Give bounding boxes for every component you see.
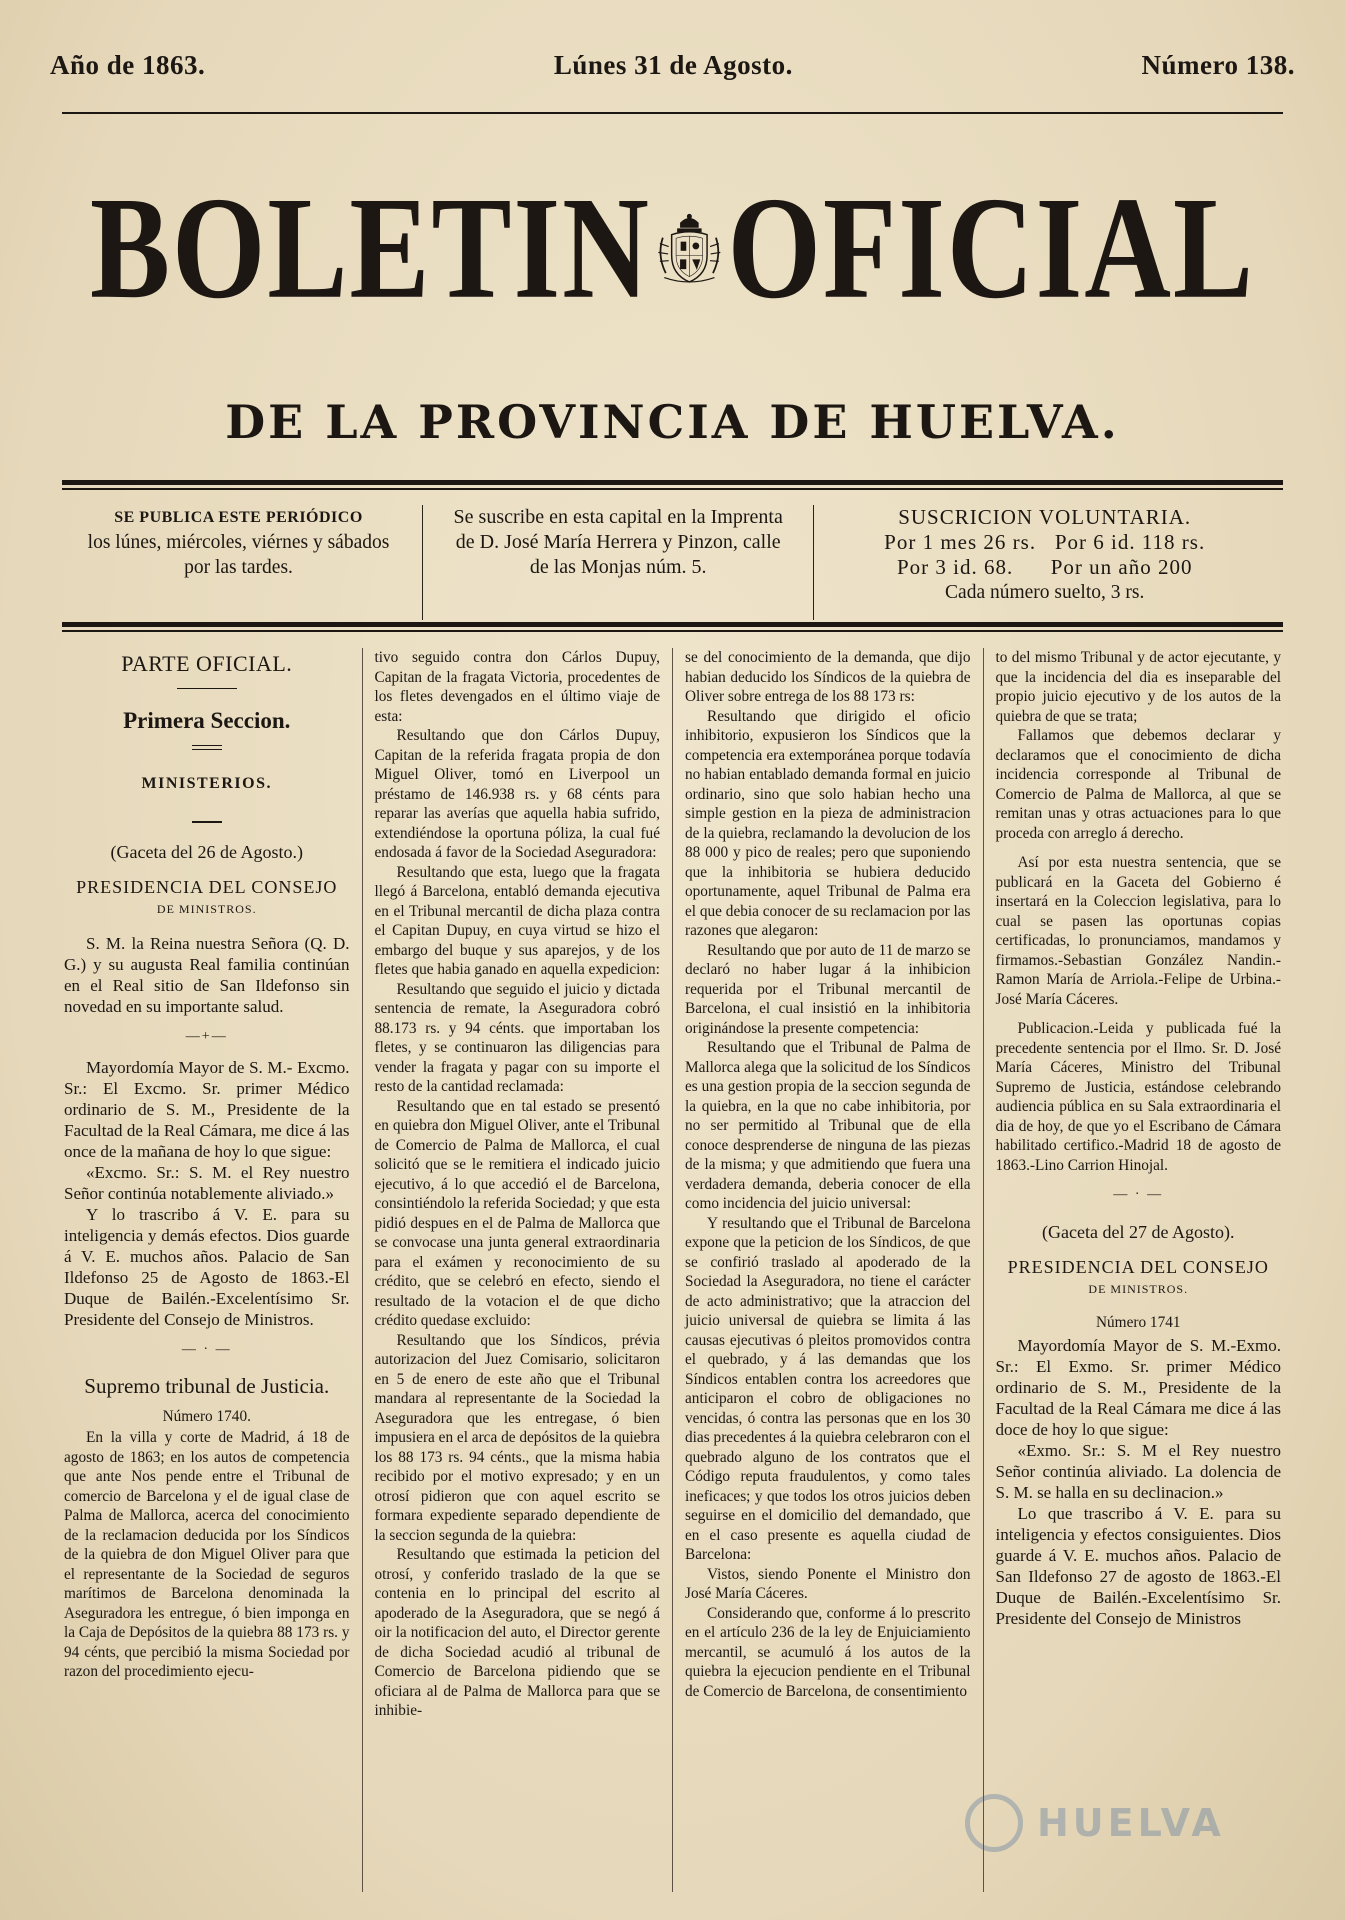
paragraph: Resultando que seguido el juicio y dictada sentencia de remate, la Aseguradora cobró 88.173 rs. y 94 cénts. que importaban los fletes, y se continuaron las diligencias para vender la fragata y pagar con su importe el resto de la cantidad reclamada:: [374, 980, 660, 1095]
section-heading-primera: Primera Seccion.: [123, 708, 291, 733]
gaceta-date: (Gaceta del 27 de Agosto).: [1042, 1221, 1235, 1242]
place-line-2: de D. José María Herrera y Pinzon, calle: [455, 531, 781, 553]
article-columns: [52, 648, 1293, 1892]
paragraph: Y lo trascribo á V. E. para su inteligencia y demás efectos. Dios guarde á V. E. muchos años. Palacio de San Ildefonso 25 de Agosto de 1863.-El Duque de Bailén.-Excelentísimo Sr. Presidente del Consejo de Ministros.: [64, 1204, 350, 1329]
divider: — · —: [181, 1341, 232, 1357]
paragraph: to del mismo Tribunal y de actor ejecutante, y que la incidencia del dia es inseparable del propio juicio ejecutivo y de los autos de la quiebra de que se trata;: [995, 649, 1281, 725]
paragraph: Resultando que dirigido el oficio inhibitorio, expusieron los Síndicos que la competencia era extemporánea porque todavía no habian entablado demanda formal en juicio ordinario, sino que solo habian hecho una simple gestion en la pieza de administracion de la quiebra, reclamando la devolucion de los 88 000 y pico de reales; pero que suponiendo que la inhibitoria se hubiera deducido oportunamente, aquel Tribunal de Palma era el que debia conocer de su reclamacion por las razones que alegaron:: [685, 707, 971, 939]
masthead: [90, 135, 1255, 360]
masthead-word-right: OFICIAL: [727, 165, 1255, 329]
column-4: [983, 648, 1294, 1892]
dateline: [50, 40, 1295, 90]
masthead-subtitle: DE LA PROVINCIA DE HUELVA.: [225, 395, 1120, 449]
paragraph: S. M. la Reina nuestra Señora (Q. D. G.) y su augusta Real familia continúan en el Real sitio de San Ildefonso sin novedad en su importante salud.: [64, 934, 350, 1016]
paragraph: Lo que trascribo á V. E. para su inteligencia y efectos consiguientes. Dios guarde á V. E. muchos años. Palacio de San Ildefonso 27 de agosto de 1863.-El Duque de Bailén.-Excelentísimo Sr. Presidente del Consejo de Ministros: [995, 1503, 1281, 1628]
subscription-place: [422, 505, 814, 620]
section-heading-ministerios: MINISTERIOS.: [141, 774, 272, 792]
column-2: [362, 648, 673, 1892]
top-rule: [62, 112, 1283, 114]
ministros-subheading: DE MINISTROS.: [156, 901, 257, 916]
paragraph: Resultando que los Síndicos, prévia autorizacion del Juez Comisario, solicitaron en 5 de enero de este año que el Tribunal mandara al representante de la Sociedad la Aseguradora que les entregase, ó bien impusiera en el arca de depósitos de la quiebra los 88 173 rs. 94 cénts., que la misma habia recibido por el motivo expresado; y en un otrosí pidieron que con aquel escrito se formara expediente separado dependiente de la seccion segunda de la quiebra:: [374, 1331, 660, 1544]
paragraph: Resultando que esta, luego que la fragata llegó á Barcelona, entabló demanda ejecutiva en el Tribunal mercantil de dicha plaza contra el Capitan Dupuy, en cuya virtud se hizo el embargo del buque y sus aparejos, y de los fletes que habia ganado en aquella expedicion:: [374, 863, 660, 978]
masthead-rule-top: [62, 480, 1283, 485]
presidencia-heading: PRESIDENCIA DEL CONSEJO: [1007, 1257, 1269, 1277]
numero-label: Número 1740.: [162, 1407, 251, 1425]
paragraph: tivo seguido contra don Cárlos Dupuy, Capitan de la fragata Victoria, procedentes de los fletes devengados en el último viaje de esta:: [374, 649, 660, 725]
prices-single-issue: Cada número suelto, 3 rs.: [945, 582, 1145, 603]
coat-of-arms-icon: [651, 123, 728, 373]
paragraph: Mayordomía Mayor de S. M.-Exmo. Sr.: El Exmo. Sr. primer Médico ordinario de S. M., Presidente de la Facultad de la Real Cámara me dice á las doce de hoy lo que sigue:: [995, 1335, 1281, 1439]
column-3: [672, 648, 983, 1892]
column-1: [52, 648, 362, 1892]
archive-watermark: [965, 1784, 1265, 1862]
issue-number: Número 138.: [1141, 49, 1295, 80]
paragraph: Resultando que el Tribunal de Palma de Mallorca alega que la solicitud de los Síndicos es una gestion propia de la seccion segunda de la quiebra, en la que no cabe inhibitoria, por no ser permitido al Tribunal que de ella conoce desprenderse de ninguna de las piezas de la misma; y que admitiendo que fuera una verdadera demanda, deberia conocer de ella como incidencia del juicio universal:: [685, 1039, 971, 1212]
subscription-info: [55, 505, 1275, 620]
presidencia-heading: PRESIDENCIA DEL CONSEJO: [76, 877, 338, 897]
paragraph: Así por esta nuestra sentencia, que se publicará en la Gaceta del Gobierno é insertará en la Coleccion legislativa, para lo cual se pasen las oportunas copias certificadas, lo pronunciamos, mandamos y firmamos.-Sebastian González Nandin.-Ramon María de Arriola.-Felipe de Urbina.-José María Cáceres.: [995, 854, 1281, 1008]
publication-line-3: por las tardes.: [184, 557, 293, 578]
divider: [192, 821, 222, 823]
issue-year: Año de 1863.: [50, 49, 206, 80]
divider: [192, 745, 222, 750]
subscription-prices: [814, 505, 1275, 620]
divider: —+—: [185, 1029, 228, 1044]
paragraph: se del conocimiento de la demanda, que dijo habian deducido los Síndicos de la quiebra de Oliver sobre entrega de los 88 173 rs:: [685, 649, 971, 705]
paragraph: En la villa y corte de Madrid, á 18 de agosto de 1863; en los autos de competencia que ante Nos pende entre el Tribunal de comercio de Barcelona y el de igual clase de Palma de Mallorca, acerca del conocimiento de la reclamacion deducida por los Síndicos de la quiebra de don Miguel Oliver para que el representante de la Sociedad de seguros marítimos de Barcelona denominada la Aseguradora les entregue, ó bien imponga en la Caja de Depósitos de la quiebra 88 173 rs. y 94 cénts, que percibió la misma Sociedad por razon del procedimiento ejecu-: [64, 1429, 350, 1680]
paragraph: Resultando que por auto de 11 de marzo se declaró no haber lugar á la inhibicion requerida por el Tribunal mercantil de Barcelona, el cual insistió en la inhibitoria originándose la presente competencia:: [685, 941, 971, 1037]
place-line-1: Se suscribe en esta capital en la Imprenta: [453, 506, 783, 528]
publication-schedule: [55, 505, 422, 620]
ministros-subheading: DE MINISTROS.: [1088, 1281, 1189, 1296]
masthead-rule-top-thin: [62, 488, 1283, 490]
archive-watermark-text: HUELVA: [1037, 1801, 1225, 1845]
supremo-heading: Supremo tribunal de Justicia.: [84, 1374, 330, 1398]
place-line-3: de las Monjas núm. 5.: [529, 556, 707, 578]
paragraph: Fallamos que debemos declarar y declaramos que el conocimiento de dicha incidencia corresponde al Tribunal de Comercio de Palma de Mallorca, al que se remitan unas y otras actuaciones para lo que proceda con arreglo á derecho.: [995, 727, 1281, 842]
paragraph: Considerando que, conforme á lo prescrito en el artículo 236 de la ley de Enjuiciamiento mercantil, se acumuló á los autos de la quiebra la ejecucion pendiente en el Tribunal de Comercio de Barcelona, de consentimiento: [685, 1604, 971, 1700]
paragraph: Resultando que don Cárlos Dupuy, Capitan de la referida fragata propia de don Miguel Oliver, tomó en Liverpool un préstamo de 146.938 rs. y 68 cénts para reparar las averías que aquella habia sufrido, extendiéndose la oportuna póliza, la cual fué endosada á favor de la Sociedad Aseguradora:: [374, 727, 660, 861]
paragraph: Resultando que en tal estado se presentó en quiebra don Miguel Oliver, ante el Tribunal de Comercio de Palma de Mallorca, el cual solicitó que se le remitiera el indicado juicio ejecutivo, á lo que accedió el de Barcelona, consintiéndolo la referida Sociedad; y que esta pidió despues en el de Palma de Mallorca que se convocase una junta general extraordinaria para el exámen y reconocimiento de su crédito, que se celebró en efecto, siendo el resultado de la votacion el de que dicho crédito quedase excluido:: [374, 1097, 660, 1329]
paragraph: «Excmo. Sr.: S. M. el Rey nuestro Señor continúa notablemente aliviado.»: [64, 1162, 350, 1203]
archive-logo-icon: [965, 1794, 1023, 1852]
paragraph: Y resultando que el Tribunal de Barcelona expone que la peticion de los Síndicos, de que se confirió traslado al apoderado de la Sociedad la Aseguradora, no tiene el carácter de acto administrativo; que la atraccion del juicio universal de quiebra se limita á las causas ejecutivas ó pleitos promovidos contra el quebrado, y á las demandas que los Síndicos entablen contra los acreedores que anticiparon el cobro de obligaciones no vencidas, ó contra las personas que en los 30 dias precedentes á la quiebra celebraron con el quebrado alguno de los contratos que el Código reputa fraudulentos, y como tales ineficaces; y que todos los otros juicios deben seguirse en el domicilio del demandado, que en el caso presente es aquella ciudad de Barcelona:: [685, 1214, 971, 1563]
numero-label: Número 1741: [1095, 1314, 1181, 1331]
publication-line-1: SE PUBLICA ESTE PERIÓDICO: [114, 509, 363, 526]
divider: [177, 688, 237, 690]
paragraph: «Exmo. Sr.: S. M el Rey nuestro Señor continúa aliviado. La dolencia de S. M. se halla en su declinacion.»: [995, 1440, 1281, 1502]
issue-date: Lúnes 31 de Agosto.: [553, 49, 793, 80]
prices-line-2: Por 3 id. 68. Por un año 200: [896, 555, 1193, 579]
prices-line-1: Por 1 mes 26 rs. Por 6 id. 118 rs.: [884, 530, 1206, 554]
paragraph: Publicacion.-Leida y publicada fué la precedente sentencia por el Ilmo. Sr. D. José María Cáceres, Ministro del Tribunal Supremo de Justicia, estándose celebrando audiencia pública en su Sala extraordinaria el dia de hoy, de que yo el Escribano de Cámara habilitado certifico.-Madrid 18 de agosto de 1863.-Lino Carrion Hinojal.: [995, 1020, 1281, 1174]
section-heading-parte-oficial: PARTE OFICIAL.: [121, 651, 293, 676]
paragraph: Resultando que estimada la peticion del otrosí, y conferido traslado de la que se contenia en lo principal del escrito al apoderado de la Aseguradora, que se negó á oir la notificacion del auto, el Director gerente de dicha Sociedad acudió al tribunal de Comercio de Barcelona pidiendo que se oficiara al de Palma de Mallorca para que se inhibie-: [374, 1546, 660, 1719]
info-rule-bottom-thin: [62, 630, 1283, 632]
info-rule-bottom: [62, 622, 1283, 627]
paragraph: Vistos, siendo Ponente el Ministro don José María Cáceres.: [685, 1565, 971, 1602]
prices-heading: SUSCRICION VOLUNTARIA.: [898, 505, 1192, 529]
masthead-word-left: BOLETIN: [90, 165, 651, 329]
paragraph: Mayordomía Mayor de S. M.- Excmo. Sr.: El Excmo. Sr. primer Médico ordinario de S. M., Presidente de la Facultad de la Real Cámara, me dice á las once de la mañana de hoy lo que sigue:: [64, 1057, 350, 1161]
gaceta-date: (Gaceta del 26 de Agosto.): [110, 841, 303, 862]
divider: — · —: [1113, 1187, 1164, 1202]
publication-line-2: los lúnes, miércoles, viérnes y sábados: [87, 532, 390, 553]
